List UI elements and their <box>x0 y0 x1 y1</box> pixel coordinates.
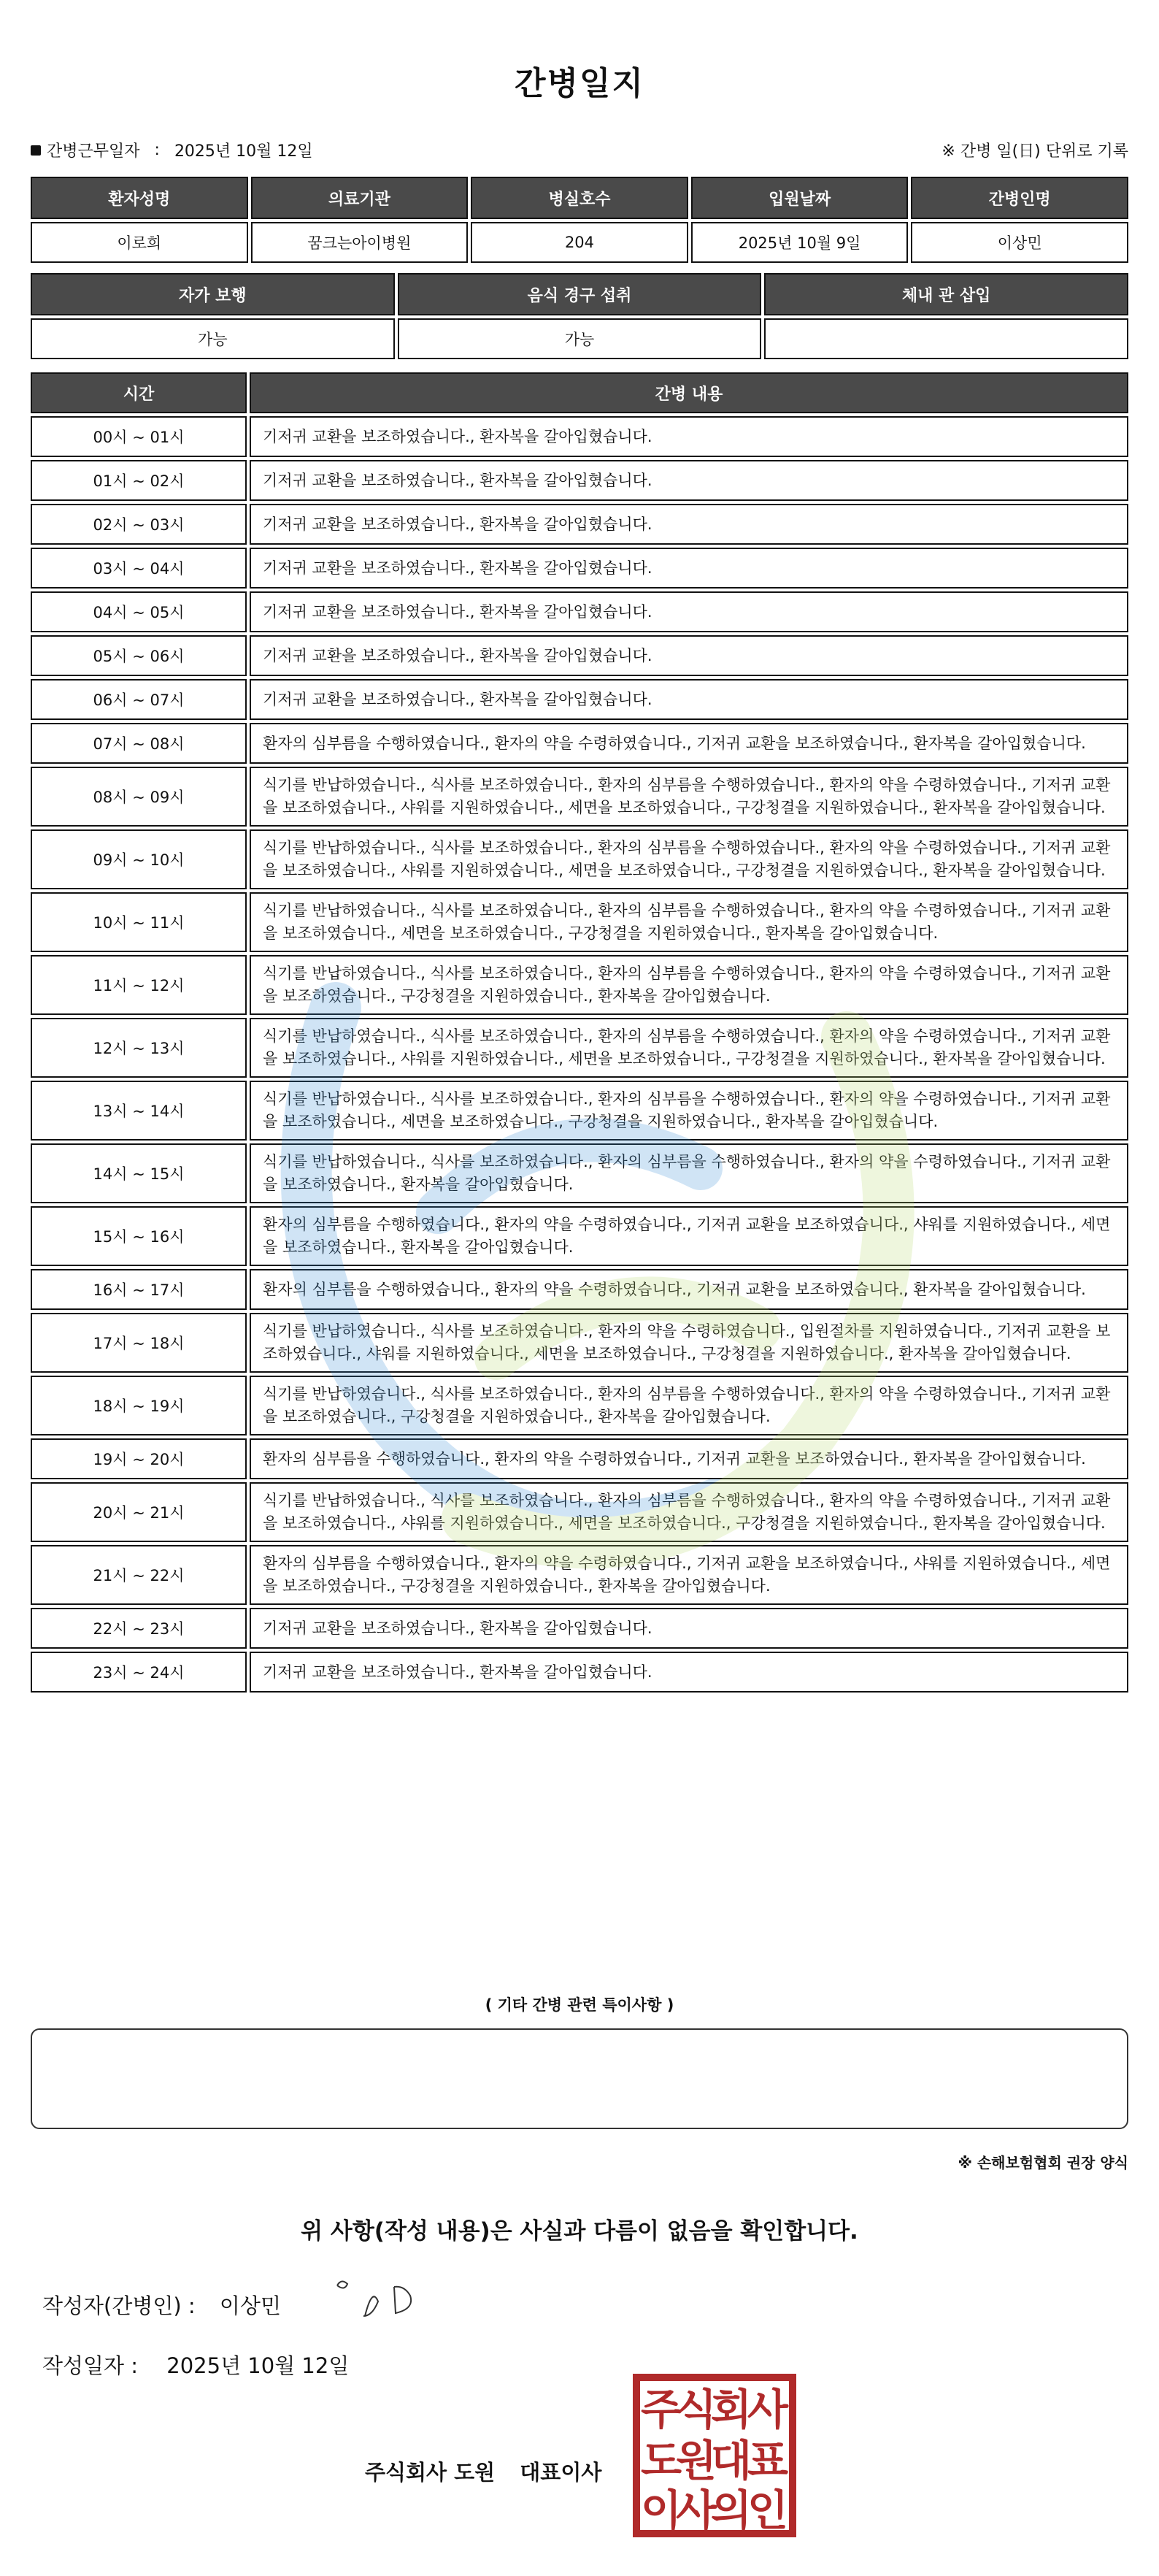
walking-status: 가능 <box>31 318 395 359</box>
log-time: 00시 ~ 01시 <box>31 416 247 457</box>
header-admission-date: 입원날짜 <box>691 177 909 219</box>
log-time: 15시 ~ 16시 <box>31 1206 247 1266</box>
company-line <box>365 2456 601 2486</box>
table-row <box>31 1652 1128 1693</box>
log-time: 13시 ~ 14시 <box>31 1081 247 1141</box>
company-role: 대표이사 <box>520 2460 602 2485</box>
log-time: 05시 ~ 06시 <box>31 635 247 676</box>
header-patient-name: 환자성명 <box>31 177 248 219</box>
care-log-table <box>28 369 1131 1695</box>
room-number: 204 <box>471 222 688 263</box>
header-hospital: 의료기관 <box>251 177 469 219</box>
log-time: 23시 ~ 24시 <box>31 1652 247 1693</box>
table-row <box>31 1143 1128 1203</box>
table-row <box>31 829 1128 889</box>
work-date-value: 2025년 10월 12일 <box>174 142 313 161</box>
work-date-label: 간병근무일자 <box>47 142 140 161</box>
work-date <box>31 139 313 161</box>
log-content: 환자의 심부름을 수행하였습니다., 환자의 약을 수령하였습니다., 기저귀 교환을 보조하였습니다., 샤워를 지원하였습니다., 세면을 보조하였습니다., 구강청결을 지원하였습니다., 환자복을 갈아입혔습니다. <box>250 1545 1128 1605</box>
table-row <box>31 1269 1128 1310</box>
unit-note: ※ 간병 일(日) 단위로 기록 <box>942 142 1128 161</box>
seal-character: 식 <box>675 2385 717 2434</box>
table-row <box>31 635 1128 676</box>
work-date-separator: : <box>154 141 160 159</box>
log-time: 09시 ~ 10시 <box>31 829 247 889</box>
table-row <box>31 1018 1128 1078</box>
log-content: 기저귀 교환을 보조하였습니다., 환자복을 갈아입혔습니다. <box>250 1608 1128 1649</box>
written-date-value: 2025년 10월 12일 <box>166 2353 350 2378</box>
table-row <box>31 723 1128 764</box>
header-oral-intake: 음식 경구 섭취 <box>398 273 762 315</box>
table-row <box>31 1376 1128 1435</box>
log-time: 08시 ~ 09시 <box>31 767 247 827</box>
log-time: 04시 ~ 05시 <box>31 591 247 632</box>
oral-intake-status: 가능 <box>398 318 762 359</box>
header-room: 병실호수 <box>471 177 688 219</box>
company-name: 주식회사 도원 <box>365 2460 496 2485</box>
confirmation-statement: 위 사항(작성 내용)은 사실과 다름이 없음을 확인합니다. <box>301 2218 858 2245</box>
table-row <box>31 591 1128 632</box>
log-content: 식기를 반납하였습니다., 식사를 보조하였습니다., 환자의 심부름을 수행하였습니다., 환자의 약을 수령하였습니다., 기저귀 교환을 보조하였습니다., 환자복을 갈아입혔습니다. <box>250 1143 1128 1203</box>
log-time: 02시 ~ 03시 <box>31 504 247 545</box>
log-content: 식기를 반납하였습니다., 식사를 보조하였습니다., 환자의 심부름을 수행하였습니다., 환자의 약을 수령하였습니다., 기저귀 교환을 보조하였습니다., 샤워를 지원하였습니다., 세면을 보조하였습니다., 구강청결을 지원하였습니다., 환자복을 갈아입혔습니다. <box>250 829 1128 889</box>
seal-character: 원 <box>675 2436 717 2485</box>
status-table <box>28 270 1131 362</box>
seal-character: 대 <box>710 2436 752 2485</box>
patient-name: 이로희 <box>31 222 248 263</box>
header-care-content: 간병 내용 <box>250 372 1128 413</box>
table-row <box>31 1206 1128 1266</box>
log-time: 03시 ~ 04시 <box>31 548 247 589</box>
meta-row <box>31 139 1128 165</box>
table-row <box>31 767 1128 827</box>
header-tube: 체내 관 삽입 <box>764 273 1128 315</box>
log-content: 환자의 심부름을 수행하였습니다., 환자의 약을 수령하였습니다., 기저귀 교환을 보조하였습니다., 환자복을 갈아입혔습니다. <box>250 723 1128 764</box>
admission-date: 2025년 10월 9일 <box>691 222 909 263</box>
log-time: 18시 ~ 19시 <box>31 1376 247 1435</box>
table-row <box>31 504 1128 545</box>
patient-table <box>28 174 1131 266</box>
other-notes-box <box>31 2028 1128 2129</box>
log-content: 기저귀 교환을 보조하였습니다., 환자복을 갈아입혔습니다. <box>250 591 1128 632</box>
log-content: 기저귀 교환을 보조하였습니다., 환자복을 갈아입혔습니다. <box>250 548 1128 589</box>
table-row <box>31 548 1128 589</box>
table-row <box>31 1482 1128 1542</box>
log-content: 식기를 반납하였습니다., 식사를 보조하였습니다., 환자의 심부름을 수행하였습니다., 환자의 약을 수령하였습니다., 기저귀 교환을 보조하였습니다., 구강청결을 지원하였습니다., 환자복을 갈아입혔습니다. <box>250 955 1128 1015</box>
log-time: 06시 ~ 07시 <box>31 679 247 720</box>
seal-character: 표 <box>747 2436 789 2485</box>
table-row <box>31 1313 1128 1373</box>
header-caregiver: 간병인명 <box>911 177 1128 219</box>
seal-character: 인 <box>747 2485 789 2535</box>
log-time: 11시 ~ 12시 <box>31 955 247 1015</box>
table-row <box>31 679 1128 720</box>
log-content: 기저귀 교환을 보조하였습니다., 환자복을 갈아입혔습니다. <box>250 460 1128 501</box>
form-note: ※ 손해보험협회 권장 양식 <box>958 2154 1128 2171</box>
seal-character: 의 <box>710 2485 752 2535</box>
log-time: 22시 ~ 23시 <box>31 1608 247 1649</box>
written-date-label: 작성일자 : <box>42 2353 139 2378</box>
other-notes-title: ( 기타 간병 관련 특이사항 ) <box>485 1996 674 2014</box>
caregiver-name: 이상민 <box>911 222 1128 263</box>
log-time: 19시 ~ 20시 <box>31 1438 247 1479</box>
log-content: 환자의 심부름을 수행하였습니다., 환자의 약을 수령하였습니다., 기저귀 교환을 보조하였습니다., 환자복을 갈아입혔습니다. <box>250 1438 1128 1479</box>
handwritten-signature-icon <box>328 2272 438 2323</box>
document-title: 간병일지 <box>514 65 644 102</box>
log-content: 식기를 반납하였습니다., 식사를 보조하였습니다., 환자의 심부름을 수행하였습니다., 환자의 약을 수령하였습니다., 기저귀 교환을 보조하였습니다., 샤워를 지원하였습니다., 세면을 보조하였습니다., 구강청결을 지원하였습니다., 환자복을 갈아입혔습니다. <box>250 1018 1128 1078</box>
seal-character: 회 <box>710 2385 752 2434</box>
table-row <box>31 1081 1128 1141</box>
log-content: 환자의 심부름을 수행하였습니다., 환자의 약을 수령하였습니다., 기저귀 교환을 보조하였습니다., 샤워를 지원하였습니다., 세면을 보조하였습니다., 환자복을 갈아입혔습니다. <box>250 1206 1128 1266</box>
log-content: 기저귀 교환을 보조하였습니다., 환자복을 갈아입혔습니다. <box>250 635 1128 676</box>
table-row <box>31 892 1128 952</box>
bullet-icon <box>31 145 41 156</box>
table-row <box>31 460 1128 501</box>
log-time: 16시 ~ 17시 <box>31 1269 247 1310</box>
table-row <box>31 416 1128 457</box>
seal-character: 주 <box>640 2385 682 2434</box>
log-content: 식기를 반납하였습니다., 식사를 보조하였습니다., 환자의 심부름을 수행하였습니다., 환자의 약을 수령하였습니다., 기저귀 교환을 보조하였습니다., 구강청결을 지원하였습니다., 환자복을 갈아입혔습니다. <box>250 1376 1128 1435</box>
log-content: 식기를 반납하였습니다., 식사를 보조하였습니다., 환자의 심부름을 수행하였습니다., 환자의 약을 수령하였습니다., 기저귀 교환을 보조하였습니다., 샤워를 지원하였습니다., 세면을 보조하였습니다., 구강청결을 지원하였습니다., 환자복을 갈아입혔습니다. <box>250 767 1128 827</box>
writer-name: 이상민 <box>219 2293 281 2318</box>
table-row <box>31 1438 1128 1479</box>
header-walking: 자가 보행 <box>31 273 395 315</box>
log-content: 기저귀 교환을 보조하였습니다., 환자복을 갈아입혔습니다. <box>250 416 1128 457</box>
log-content: 기저귀 교환을 보조하였습니다., 환자복을 갈아입혔습니다. <box>250 679 1128 720</box>
tube-status <box>764 318 1128 359</box>
log-time: 07시 ~ 08시 <box>31 723 247 764</box>
log-time: 12시 ~ 13시 <box>31 1018 247 1078</box>
log-content: 식기를 반납하였습니다., 식사를 보조하였습니다., 환자의 심부름을 수행하였습니다., 환자의 약을 수령하였습니다., 기저귀 교환을 보조하였습니다., 세면을 보조하였습니다., 구강청결을 지원하였습니다., 환자복을 갈아입혔습니다. <box>250 892 1128 952</box>
log-time: 21시 ~ 22시 <box>31 1545 247 1605</box>
table-row <box>31 1545 1128 1605</box>
log-time: 14시 ~ 15시 <box>31 1143 247 1203</box>
log-time: 10시 ~ 11시 <box>31 892 247 952</box>
log-content: 식기를 반납하였습니다., 식사를 보조하였습니다., 환자의 심부름을 수행하였습니다., 환자의 약을 수령하였습니다., 기저귀 교환을 보조하였습니다., 세면을 보조하였습니다., 구강청결을 지원하였습니다., 환자복을 갈아입혔습니다. <box>250 1081 1128 1141</box>
log-content: 기저귀 교환을 보조하였습니다., 환자복을 갈아입혔습니다. <box>250 504 1128 545</box>
log-content: 환자의 심부름을 수행하였습니다., 환자의 약을 수령하였습니다., 기저귀 교환을 보조하였습니다., 환자복을 갈아입혔습니다. <box>250 1269 1128 1310</box>
seal-character: 사 <box>675 2485 717 2535</box>
seal-character: 도 <box>640 2436 682 2485</box>
log-time: 01시 ~ 02시 <box>31 460 247 501</box>
written-date-line <box>42 2350 349 2380</box>
header-time: 시간 <box>31 372 247 413</box>
writer-line <box>42 2290 281 2320</box>
log-content: 기저귀 교환을 보조하였습니다., 환자복을 갈아입혔습니다. <box>250 1652 1128 1693</box>
seal-character: 이 <box>640 2485 682 2535</box>
writer-label: 작성자(간병인) : <box>42 2293 196 2318</box>
table-row <box>31 1608 1128 1649</box>
log-content: 식기를 반납하였습니다., 식사를 보조하였습니다., 환자의 약을 수령하였습니다., 입원절차를 지원하였습니다., 기저귀 교환을 보조하였습니다., 샤워를 지원하였습니다., 세면을 보조하였습니다., 구강청결을 지원하였습니다., 환자복을 갈아입혔습니다. <box>250 1313 1128 1373</box>
seal-character: 사 <box>747 2385 789 2434</box>
log-time: 20시 ~ 21시 <box>31 1482 247 1542</box>
table-row <box>31 955 1128 1015</box>
log-content: 식기를 반납하였습니다., 식사를 보조하였습니다., 환자의 심부름을 수행하였습니다., 환자의 약을 수령하였습니다., 기저귀 교환을 보조하였습니다., 샤워를 지원하였습니다., 세면을 보조하였습니다., 구강청결을 지원하였습니다., 환자복을 갈아입혔습니다. <box>250 1482 1128 1542</box>
company-seal-icon <box>632 2373 797 2538</box>
log-time: 17시 ~ 18시 <box>31 1313 247 1373</box>
hospital-name: 꿈크는아이병원 <box>251 222 469 263</box>
